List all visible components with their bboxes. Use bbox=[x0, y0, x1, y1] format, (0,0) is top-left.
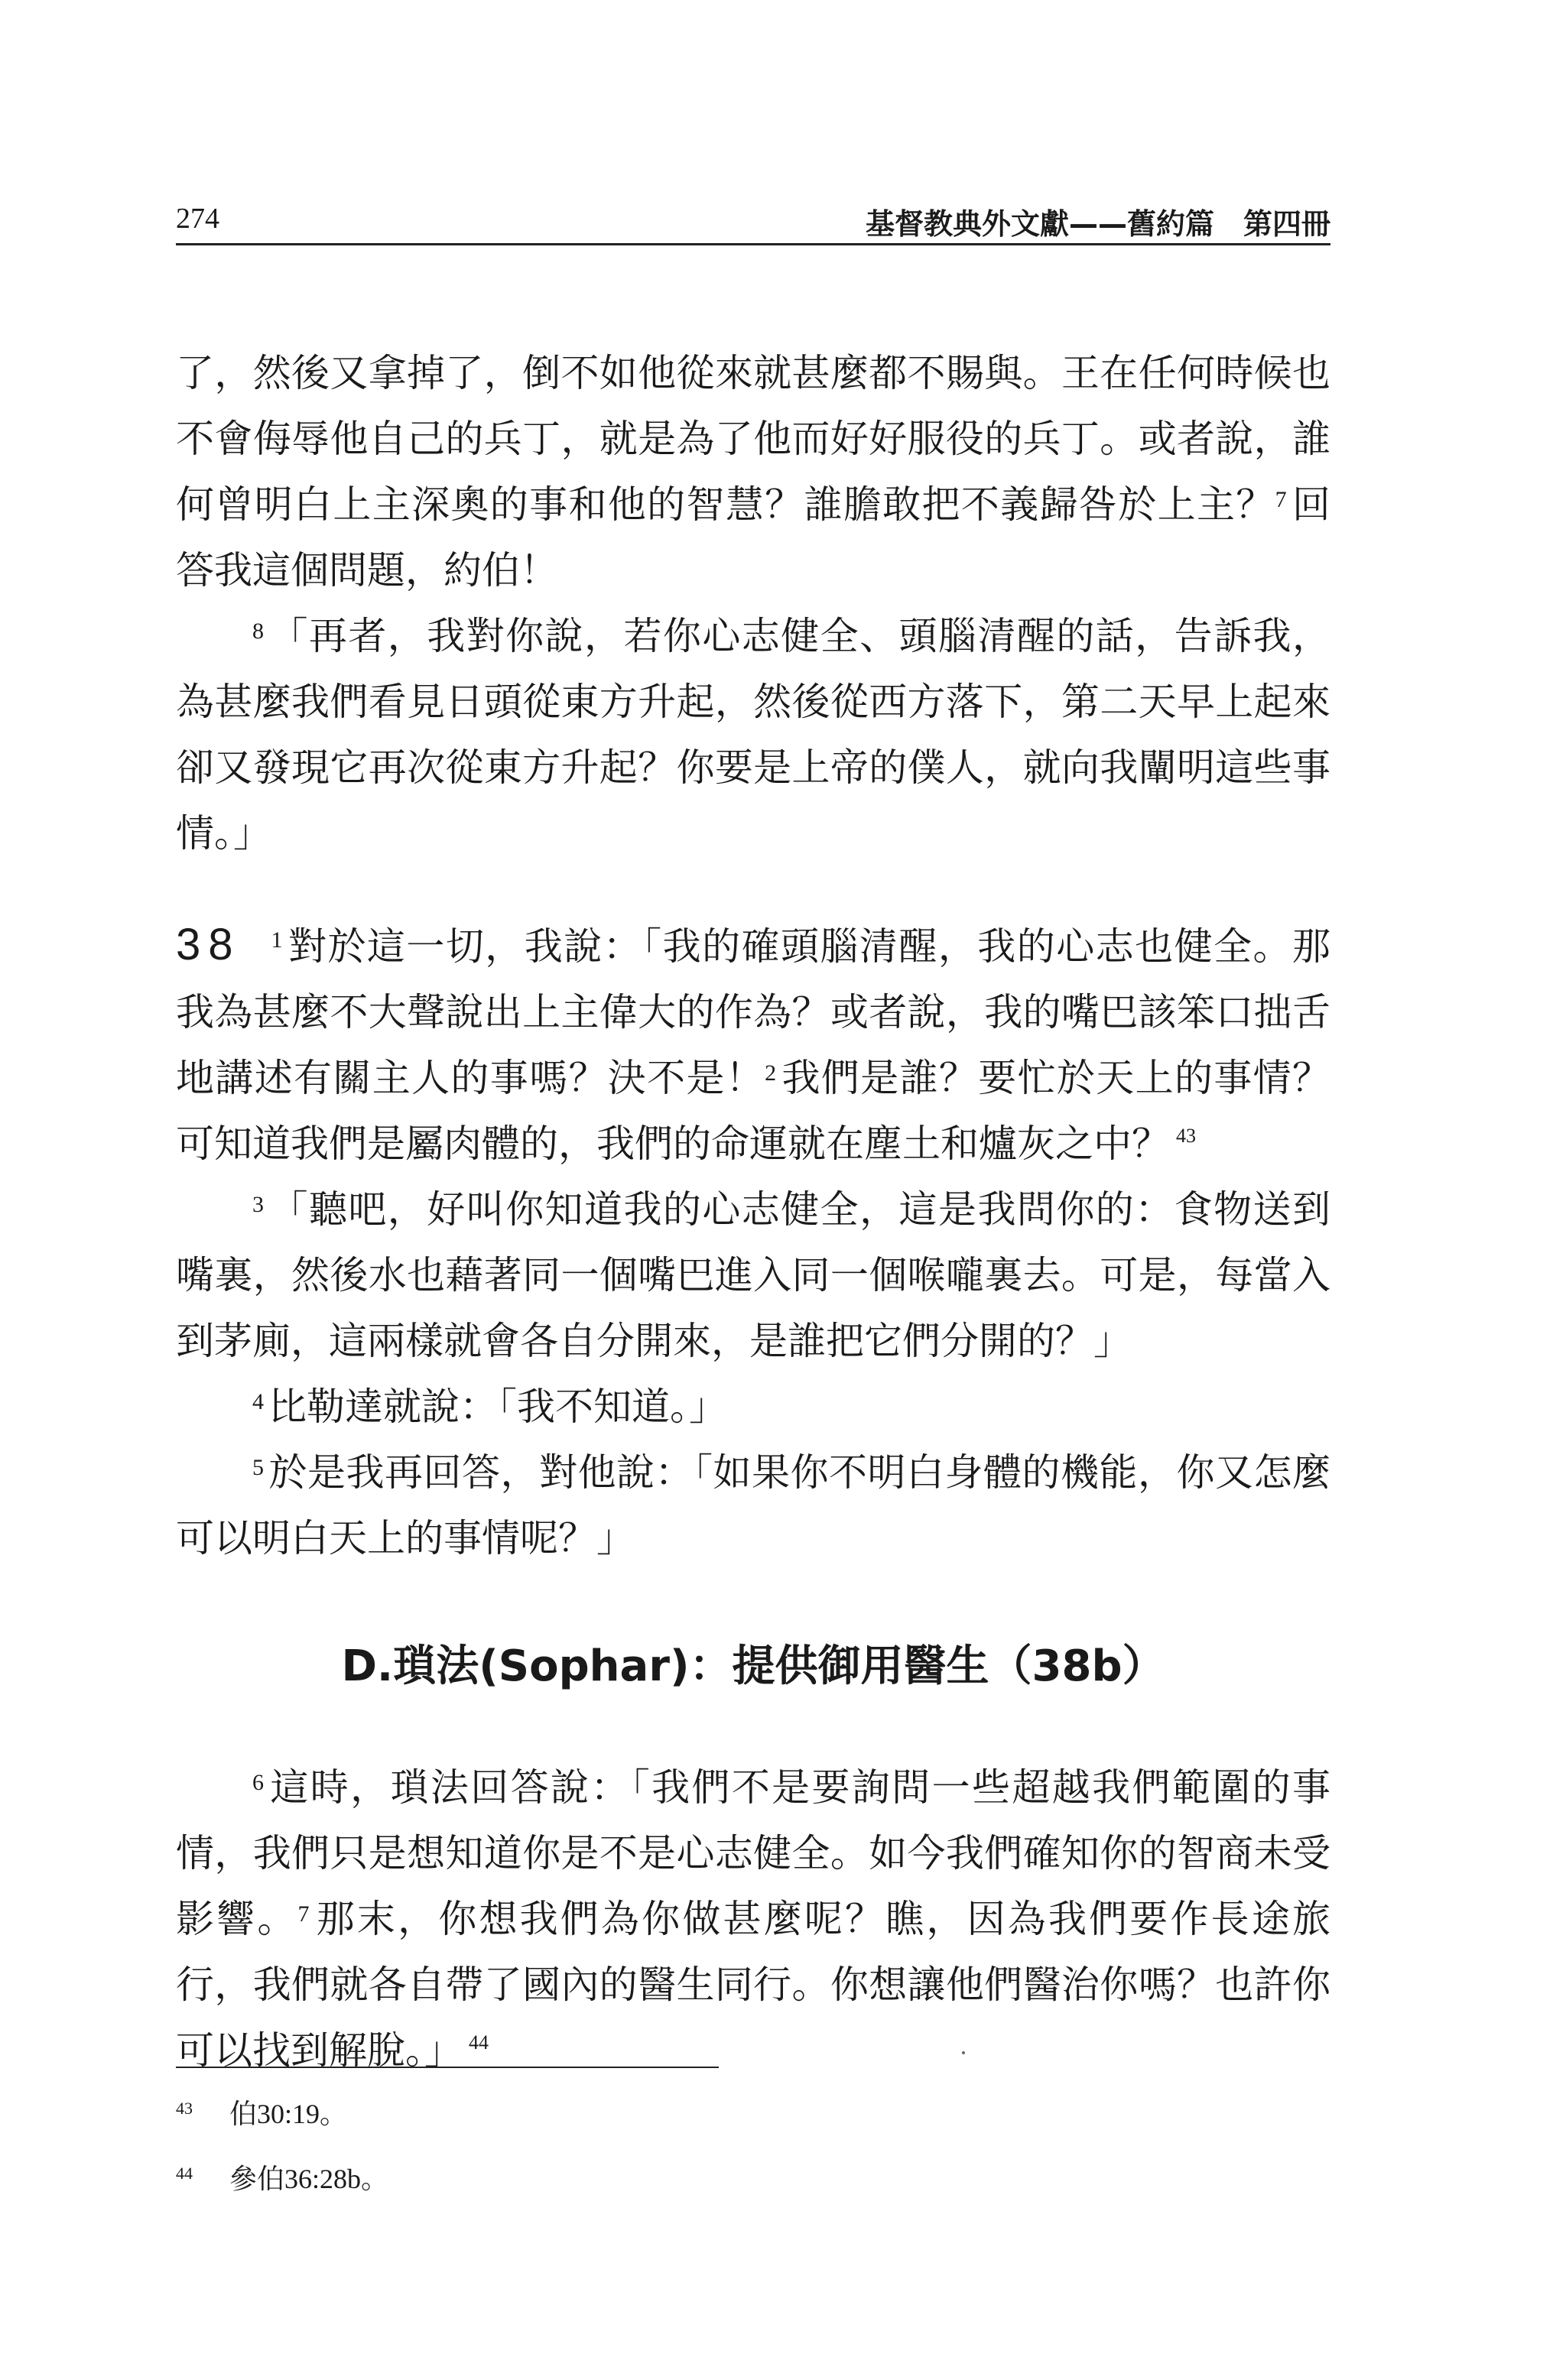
footnote-ref[interactable]: 43 bbox=[1176, 1125, 1196, 1147]
verse-4-paragraph bbox=[176, 1374, 1330, 1440]
verse-number: 5 bbox=[252, 1455, 264, 1480]
footnote-item bbox=[176, 2148, 1323, 2213]
verse-number: 6 bbox=[252, 1770, 264, 1795]
footnote-text: 伯30:19。 bbox=[229, 2099, 348, 2129]
paragraph-text: 這時，瑣法回答說：「我們不是要詢問一些超越我們範圍的事情，我們只是想知道你是不是心志健全。如今我們確知你的智商未受影響。 bbox=[176, 1765, 1330, 1941]
verse-number: 7 bbox=[297, 1901, 310, 1927]
paragraph-continued bbox=[176, 340, 1330, 603]
page-header bbox=[176, 197, 1330, 245]
verse-number: 8 bbox=[252, 619, 264, 644]
verse-number: 3 bbox=[252, 1192, 264, 1217]
paragraph-text: 我們是誰？要忙於天上的事情？可知道我們是屬肉體的，我們的命運就在塵土和爐灰之中？ bbox=[176, 1056, 1330, 1166]
paragraph-text: 回答我這個問題，約伯！ bbox=[176, 482, 1331, 593]
paragraph-text: 那末，你想我們為你做甚麼呢？瞧，因為我們要作長途旅行，我們就各自帶了國內的醫生同行。你想讓他們醫治你嗎？也許你可以找到解脫。」 bbox=[176, 1897, 1331, 2073]
paragraph-text: 「聽吧，好叫你知道我的心志健全，這是我問你的：食物送到嘴裏，然後水也藉著同一個嘴巴進入同一個喉嚨裏去。可是，每當入到茅廁，這兩樣就會各自分開來，是誰把它們分開的？」 bbox=[176, 1187, 1330, 1363]
footnote-text: 參伯36:28b。 bbox=[229, 2164, 389, 2194]
verse-number: 4 bbox=[252, 1389, 264, 1414]
footnotes bbox=[176, 2083, 1323, 2213]
verse-5-paragraph bbox=[176, 1440, 1330, 1571]
stray-mark bbox=[962, 2051, 965, 2054]
verse-number: 2 bbox=[765, 1060, 777, 1086]
footnote-number: 44 bbox=[176, 2164, 193, 2183]
footnote-divider bbox=[176, 2067, 719, 2068]
verse-6-paragraph bbox=[176, 1755, 1330, 2083]
footnote-ref[interactable]: 44 bbox=[469, 2031, 489, 2054]
footnote-number: 43 bbox=[176, 2099, 193, 2118]
paragraph-text: 於是我再回答，對他說：「如果你不明白身體的機能，你又怎麼可以明白天上的事情呢？」 bbox=[176, 1450, 1330, 1560]
paragraph-text: 了，然後又拿掉了，倒不如他從來就甚麼都不賜與。王在任何時候也不會侮辱他自己的兵丁，就是為了他而好好服役的兵丁。或者說，誰何曾明白上主深奧的事和他的智慧？誰膽敢把不義歸咎於上主？ bbox=[176, 351, 1330, 527]
verse-8-paragraph bbox=[176, 603, 1330, 866]
paragraph-text: 比勒達就說：「我不知道。」 bbox=[268, 1385, 727, 1429]
section-heading: D.瑣法(Sophar)：提供御用醫生（38b） bbox=[341, 1641, 1165, 1691]
main-text bbox=[176, 340, 1330, 2083]
footnote-item bbox=[176, 2083, 1323, 2148]
running-title: 基督教典外文獻——舊約篇 第四冊 bbox=[865, 207, 1330, 241]
verse-3-paragraph bbox=[176, 1177, 1330, 1374]
verse-number: 7 bbox=[1275, 487, 1287, 512]
page-number: 274 bbox=[176, 203, 219, 235]
paragraph-text: 「再者，我對你說，若你心志健全、頭腦清醒的話，告訴我，為甚麼我們看見日頭從東方升起，然後從西方落下，第二天早上起來卻又發現它再次從東方升起？你要是上帝的僕人，就向我闡明這些事情。」 bbox=[176, 614, 1330, 856]
chapter-number: 38 bbox=[176, 920, 241, 969]
verse-number: 1 bbox=[271, 927, 283, 953]
paragraph-text: 對於這一切，我說：「我的確頭腦清醒，我的心志也健全。那我為甚麼不大聲說出上主偉大的作為？或者說，我的嘴巴該笨口拙舌地講述有關主人的事嗎？決不是！ bbox=[176, 924, 1330, 1100]
chapter-38-paragraph bbox=[176, 912, 1330, 1177]
